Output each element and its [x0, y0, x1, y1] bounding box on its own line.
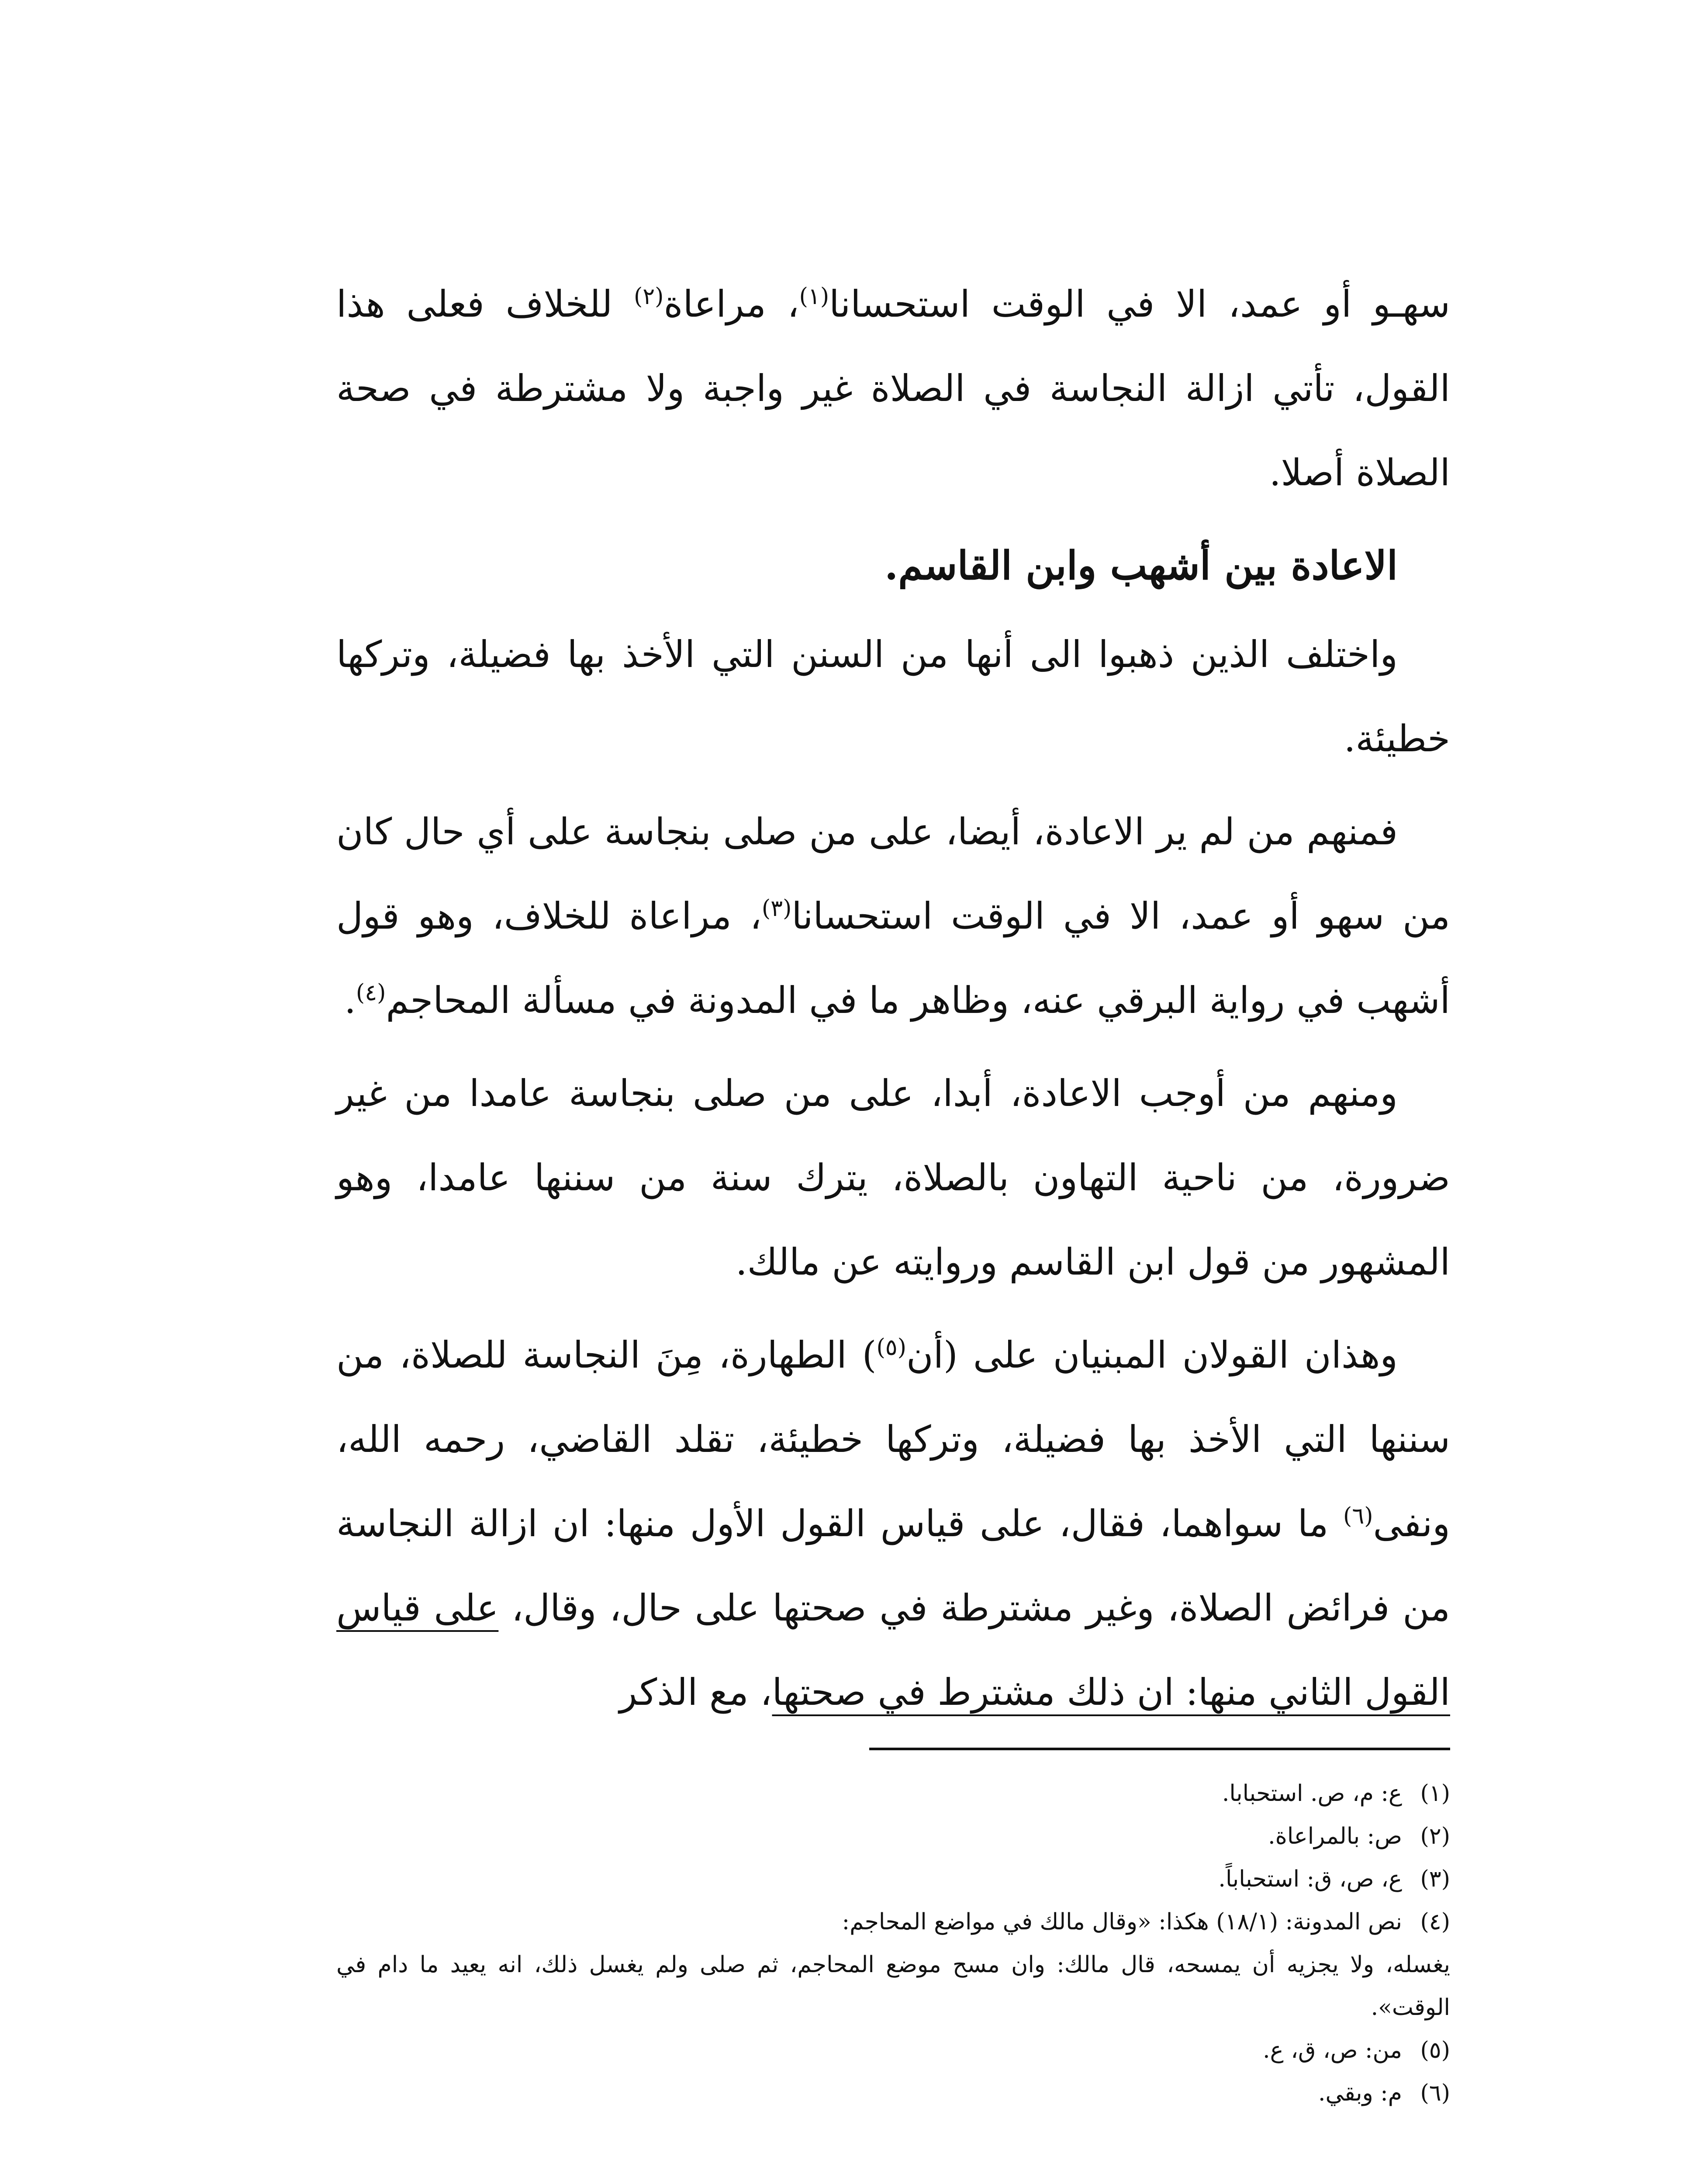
footnote-text: ع، ص، ق: استحباباً. — [1218, 1866, 1402, 1892]
footnote-text: م: وبقي. — [1318, 2080, 1402, 2106]
document-page — [336, 262, 1450, 2184]
p3-text-b: ، مراعاة للخلاف، وهو قول أشهب في رواية البرقي عنه، وظاهر ما في المدونة في مسألة المحاجم — [336, 895, 1450, 1022]
footnote-ref-5: (٥) — [876, 1334, 907, 1361]
footnote-ref-3: (٣) — [761, 895, 792, 922]
paragraph-3 — [336, 790, 1450, 1043]
footnote-ref-4: (٤) — [356, 980, 386, 1006]
p5-text-a: وهذان القولان المبنيان على (أن — [906, 1334, 1398, 1376]
footnote-4-continuation: يغسله، ولا يجزيه أن يمسحه، قال مالك: وان مسح موضع المحاجم، ثم صلى ولم يغسل ذلك، انه يعيد ما دام في الوقت». — [336, 1952, 1450, 2021]
p1-text-c: للخلاف فعلى هذا القول، تأتي ازالة النجاسة في الصلاة غير واجبة ولا مشترطة في صحة الصلاة أصلا. — [336, 283, 1450, 494]
footnote-5 — [336, 2029, 1450, 2072]
footnote-number: (٣) — [1420, 1866, 1450, 1892]
footnote-3 — [336, 1858, 1450, 1901]
paragraph-5 — [336, 1313, 1450, 1735]
footnote-text: نص المدونة: (١٨/١) هكذا: «وقال مالك في مواضع المحاجم: — [842, 1909, 1402, 1935]
footnote-ref-2: (٢) — [633, 283, 664, 310]
section-heading: الاعادة بين أشهب وابن القاسم. — [884, 543, 1398, 589]
footnote-number: (٥) — [1420, 2037, 1450, 2063]
footnote-number: (٦) — [1420, 2080, 1450, 2106]
footnote-2 — [336, 1815, 1450, 1858]
footnote-number: (٢) — [1420, 1823, 1450, 1849]
footnote-4 — [336, 1901, 1450, 1943]
footnotes — [336, 1772, 1450, 2115]
footnote-number: (١) — [1420, 1780, 1450, 1807]
p5-text-c: ما سواهما، فقال، على قياس القول الأول منها: ان ازالة النجاسة من فرائض الصلاة، وغير مشترطة في صحتها على حال، وقال، — [336, 1502, 1451, 1629]
p3-text-a: فمنهم من لم ير الاعادة، أيضا، على من صلى بنجاسة على أي حال كان من سهو أو عمد، الا في الوقت استحسانا — [336, 810, 1450, 937]
p1-text-b: ، مراعاة — [663, 283, 799, 325]
footnote-ref-1: (١) — [799, 283, 829, 310]
p5-text-b: ) الطهارة، مِنَ النجاسة للصلاة، من سننها التي الأخذ بها فضيلة، وتركها خطيئة، تقلد القاضي، رحمه الله، ونفى — [336, 1334, 1450, 1545]
footnote-ref-6: (٦) — [1343, 1503, 1373, 1529]
paragraph-1 — [336, 262, 1450, 515]
p1-text-a: سهـو أو عمد، الا في الوقت استحسانا — [829, 283, 1450, 325]
p5-text-e: ، مع الذكر — [619, 1671, 772, 1714]
footnote-separator — [869, 1748, 1450, 1750]
p3-text-c: . — [344, 979, 356, 1022]
main-text — [336, 262, 1450, 1735]
p5-underlined-text: على قياس القول الثاني منها: ان ذلك مشترط في صحتها — [336, 1586, 1450, 1714]
paragraph-4: ومنهم من أوجب الاعادة، أبدا، على من صلى بنجاسة عامدا من غير ضرورة، من ناحية التهاون بالصلاة، يترك سنة من سننها عامدا، وهو المشهور من قول ابن القاسم وروايته عن مالك. — [336, 1072, 1450, 1283]
paragraph-2: واختلف الذين ذهبوا الى أنها من السنن التي الأخذ بها فضيلة، وتركها خطيئة. — [336, 633, 1450, 760]
footnote-6 — [336, 2072, 1450, 2115]
footnote-number: (٤) — [1420, 1909, 1450, 1935]
footnote-text: من: ص، ق، ع. — [1263, 2037, 1402, 2063]
footnote-1 — [336, 1772, 1450, 1815]
footnote-text: ص: بالمراعاة. — [1268, 1823, 1402, 1849]
footnote-text: ع: م، ص. استحبابا. — [1222, 1780, 1402, 1807]
